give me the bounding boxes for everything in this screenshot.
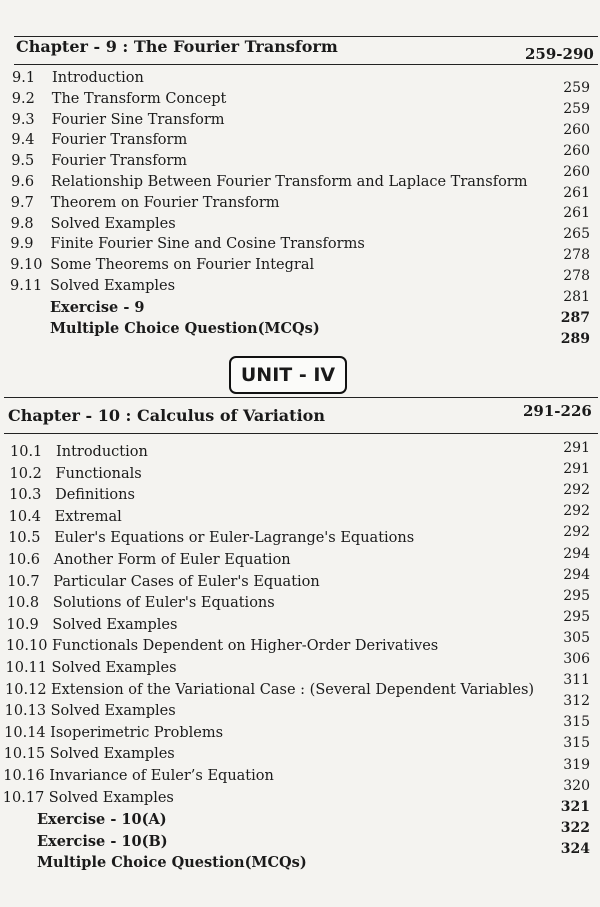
entry-number: 9.10 [10,257,43,274]
toc-entry [7,574,319,590]
page-number: 265 [563,226,590,243]
entry-title: Invariance of Euler’s Equation [49,768,274,784]
entry-title: Solved Examples [50,215,176,232]
entry-title: Solved Examples [50,278,176,294]
toc-entry [11,216,176,232]
entry-number: 10.17 [2,789,45,806]
entry-title: Functionals [55,465,142,482]
page-number: 259 [563,80,590,96]
page-number: 321 [560,798,590,815]
page-number: 261 [563,184,590,201]
entry-title: Solved Examples [49,746,175,763]
page-number: 260 [563,142,590,159]
toc-entry [4,746,175,762]
chapter-10-range: 291-226 [523,402,592,420]
toc-entry [12,112,225,128]
entry-title: Solved Examples [51,660,177,676]
page-number: 261 [563,205,590,222]
chapter-10-top-rule [4,397,598,398]
toc-entry [10,278,175,294]
entry-number: 10.11 [5,660,48,676]
page-number: 312 [563,693,590,710]
entry-number: 10.2 [9,465,42,482]
page-number: 306 [563,651,590,667]
toc-extra-entry: Multiple Choice Question(MCQs) [37,854,307,872]
entry-number: 10.1 [10,444,43,460]
entry-title: Fourier Transform [51,132,188,149]
entry-number: 9.1 [12,70,36,86]
page-number: 281 [563,289,590,305]
toc-entry [5,682,534,698]
page-number: 324 [560,840,590,857]
toc-extra-entry: Multiple Choice Question(MCQs) [50,319,320,337]
toc-entry [7,595,275,611]
entry-number: 9.11 [10,278,43,294]
toc-entry [6,660,177,676]
page-number: 260 [563,163,590,180]
entry-number: 10.10 [5,638,48,655]
entry-number: 10.6 [7,552,41,568]
entry-title: Extremal [54,508,122,525]
toc-entry [6,638,438,654]
entry-number: 10.12 [5,681,47,698]
entry-title: Fourier Sine Transform [51,111,225,128]
entry-number: 9.2 [11,90,35,107]
entry-number: 9.7 [10,194,34,211]
page-number: 292 [563,503,590,520]
toc-entry [11,195,280,211]
unit-label: UNIT - IV [229,356,347,394]
entry-title: Particular Cases of Euler's Equation [53,573,320,590]
entry-title: Euler's Equations or Euler-Lagrange's Equations [54,530,415,547]
entry-number: 10.3 [9,487,42,504]
entry-title: Introduction [56,444,148,460]
entry-title: Definitions [55,487,135,504]
toc-entry [10,236,364,252]
entry-title: Extension of the Variational Case : (Several Dependent Variables) [51,681,535,698]
entry-number: 10.4 [8,508,41,525]
toc-entry [9,509,122,525]
toc-entry [3,768,274,784]
page-number: 291 [563,440,590,456]
entry-number: 10.14 [4,724,46,741]
page-number: 289 [560,330,590,347]
toc-extra-entry: Exercise - 10(B) [37,832,168,850]
page-number: 295 [563,608,590,625]
entry-number: 10.16 [3,768,45,784]
toc-entry [5,703,176,719]
toc-entry [12,70,144,86]
entry-number: 9.9 [10,236,34,253]
toc-entry [10,257,314,273]
entry-title: The Transform Concept [51,90,227,107]
entry-number: 9.5 [11,153,35,170]
page-number: 292 [563,524,590,541]
entry-title: Introduction [52,70,144,86]
toc-entry [11,153,187,169]
toc-entry [6,617,177,633]
entry-title: Solved Examples [50,703,176,720]
toc-entry [11,174,527,190]
page-number: 315 [563,714,590,731]
toc-entry [4,725,223,741]
entry-title: Solved Examples [48,789,174,806]
chapter-10-title: Chapter - 10 : Calculus of Variation [8,406,325,425]
entry-title: Finite Fourier Sine and Cosine Transforms [50,236,365,253]
entry-number: 10.7 [7,573,40,590]
toc-entry [9,487,135,503]
entry-title: Theorem on Fourier Transform [50,194,280,211]
entry-number: 10.13 [4,703,47,720]
page-number: 322 [560,819,590,836]
page-number: 319 [563,756,590,773]
page-number: 305 [563,629,590,646]
chapter-10-rule [4,433,598,434]
entry-number: 10.8 [6,595,40,612]
toc-entry [11,132,187,148]
page-number: 311 [563,672,590,689]
page-number: 320 [563,777,590,794]
page-number: 259 [563,100,590,117]
page-number: 315 [563,735,590,752]
chapter-9-rule [14,64,598,65]
entry-number: 10.5 [8,530,41,547]
chapter-9-range: 259-290 [525,45,594,63]
toc-entry [8,530,414,546]
toc-extra-entry: Exercise - 10(A) [37,811,167,829]
toc-entry [10,466,142,482]
page-number: 260 [563,121,590,138]
entry-number: 9.3 [11,111,35,128]
entry-title: Fourier Transform [51,153,188,170]
entry-number: 9.8 [10,215,34,232]
toc-entry [3,790,174,806]
toc-entry [10,444,148,460]
entry-number: 9.4 [11,132,35,149]
page-number: 295 [563,587,590,604]
page-number: 291 [563,461,590,478]
page-number: 292 [563,482,590,499]
entry-title: Isoperimetric Problems [50,724,224,741]
entry-title: Some Theorems on Fourier Integral [50,257,315,274]
page-number: 294 [563,566,590,583]
page-number: 294 [563,545,590,562]
entry-title: Relationship Between Fourier Transform and Laplace Transform [51,174,528,190]
toc-entry [12,91,227,107]
entry-title: Solved Examples [52,616,178,633]
entry-title: Another Form of Euler Equation [53,552,291,568]
toc-entry [8,552,291,568]
entry-number: 9.6 [11,174,35,190]
entry-title: Functionals Dependent on Higher-Order Derivatives [51,638,439,655]
entry-number: 10.9 [6,616,39,633]
chapter-9-title: Chapter - 9 : The Fourier Transform [16,37,338,56]
toc-extra-entry: Exercise - 9 [50,298,145,316]
entry-title: Solutions of Euler's Equations [52,595,275,612]
page-number: 278 [563,247,590,264]
page-number: 278 [563,268,590,285]
entry-number: 10.15 [3,746,46,763]
page-number: 287 [560,309,590,326]
